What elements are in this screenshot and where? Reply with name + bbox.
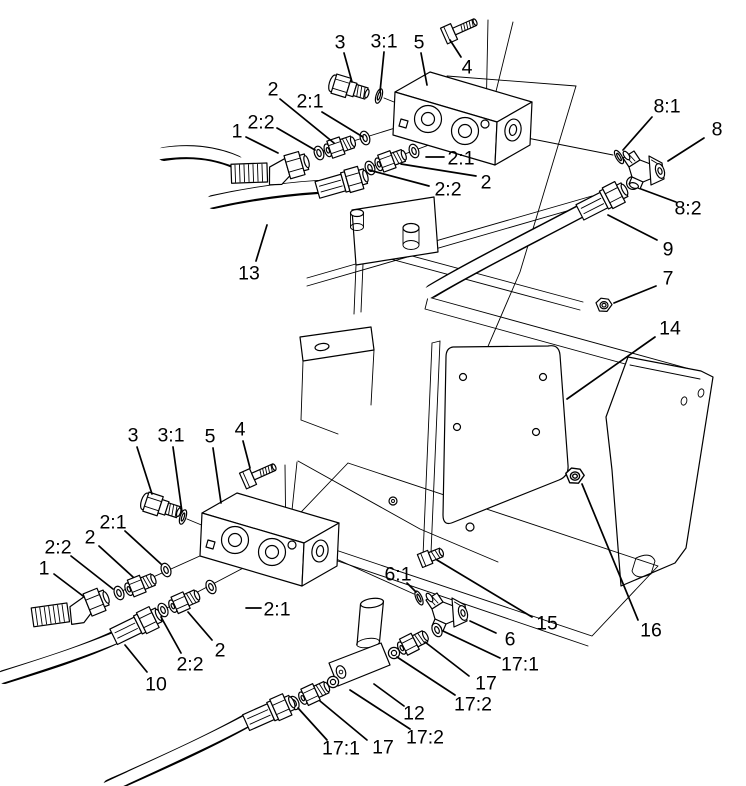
callout-label-2:2: 2:2 [44,536,72,559]
callout-label-17:2: 17:2 [406,726,444,749]
callout-leader-3 [137,447,152,494]
fitting-3-bottom [138,491,183,523]
callout-label-4: 4 [234,418,246,441]
hose-13-fitting [314,164,371,201]
callout-leader-4 [450,40,461,57]
callout-label-9: 9 [662,238,674,261]
callout-leader-3:1 [173,447,182,512]
fitting-2-bottom-a [122,570,158,599]
callout-leader-6 [470,621,496,633]
callout-leader-1 [246,137,278,153]
callout-label-17:1: 17:1 [501,653,539,676]
callout-label-16: 16 [640,619,662,642]
callout-leader-17 [425,642,469,676]
callout-label-1: 1 [231,120,243,143]
callout-label-6: 6 [504,628,516,651]
o-ring-3-1-top [374,88,384,104]
callout-leader-7 [614,286,656,303]
callout-leader-12 [374,684,404,706]
l-bracket [300,327,374,434]
callout-label-3:1: 3:1 [370,30,398,53]
callout-label-17: 17 [475,672,497,695]
callout-label-2:2: 2:2 [247,111,275,134]
callout-label-15: 15 [536,612,558,635]
o-ring-2-1-top-b [407,143,420,159]
callout-label-3:1: 3:1 [157,424,185,447]
tee-fitting-12 [329,597,390,686]
callout-label-2:2: 2:2 [434,178,462,201]
callout-label-5: 5 [413,31,425,54]
callout-leader-2:2 [161,617,181,653]
callout-label-6:1: 6:1 [384,563,412,586]
callout-label-3: 3 [334,31,346,54]
callout-leader-10 [125,645,147,672]
nut-16 [566,468,584,483]
callout-label-3: 3 [127,424,139,447]
callout-label-7: 7 [662,267,674,290]
callout-leader-8 [668,138,704,161]
bottom-hose-fitting [241,691,298,733]
callout-leader-17:1 [443,631,500,658]
callout-leader-13 [256,225,267,261]
callout-leader-2 [188,612,212,640]
callout-leader-2:1 [322,112,363,137]
callout-leader-2:2 [369,170,429,186]
callout-label-1: 1 [38,557,50,580]
callout-label-17: 17 [372,736,394,759]
callout-label-12: 12 [403,702,425,725]
mounting-plate-14 [443,346,568,524]
callout-leader-17:1 [298,708,327,740]
callout-label-2:1: 2:1 [447,147,475,170]
o-ring-2-1-bottom-b [204,579,218,596]
callout-label-2:1: 2:1 [296,90,324,113]
fitting-2-bottom-b [166,586,202,615]
o-ring-2-1-top-a [358,130,371,146]
o-ring-2-2-bottom-a [112,585,126,601]
callout-leader-5 [213,448,221,503]
callout-leader-3:1 [380,52,384,92]
right-wall-panel [606,357,713,586]
callout-label-2:1: 2:1 [263,598,291,621]
callout-leader-1 [54,574,83,596]
callout-label-2: 2 [214,639,226,662]
callout-label-8: 8 [711,118,723,141]
callout-leader-9 [608,215,657,240]
callout-label-2: 2 [84,526,96,549]
callout-label-8:1: 8:1 [653,95,681,118]
callout-label-2:1: 2:1 [99,511,127,534]
bolt-4-bottom [240,459,280,489]
callout-label-2: 2 [480,171,492,194]
top-manifold-assembly [227,14,667,312]
o-ring-6-1 [413,590,425,606]
callout-leader-2:2 [277,128,315,150]
callout-leader-17 [320,701,367,740]
callout-label-4: 4 [461,56,473,79]
callout-leader-4 [243,441,250,468]
callout-leader-2:1 [125,531,161,564]
bolt-4-top [441,14,481,44]
hose-10-fitting [109,603,166,647]
hose-9-fitting [575,178,632,222]
callout-leader-8:2 [641,189,676,202]
manifold-block-5-bottom [200,493,339,586]
callout-label-5: 5 [204,425,216,448]
fitting-2-top-b [373,146,409,174]
nut-7 [596,298,612,311]
callout-label-17:1: 17:1 [322,737,360,760]
callout-label-10: 10 [145,673,167,696]
callout-label-2:2: 2:2 [176,653,204,676]
callout-leader-2:2 [71,556,113,589]
fitting-3-top [327,73,372,104]
callout-label-13: 13 [238,262,260,285]
callout-leader-8:1 [623,117,652,150]
callout-label-2: 2 [267,78,279,101]
callout-leader-17:2 [397,657,455,695]
callout-label-14: 14 [659,317,681,340]
callout-leader-2 [99,546,133,577]
callout-leader-17:2 [350,690,410,729]
callout-label-8:2: 8:2 [674,197,702,220]
callout-label-17:2: 17:2 [454,693,492,716]
hose-1-elbow-fitting-bottom [27,580,114,641]
